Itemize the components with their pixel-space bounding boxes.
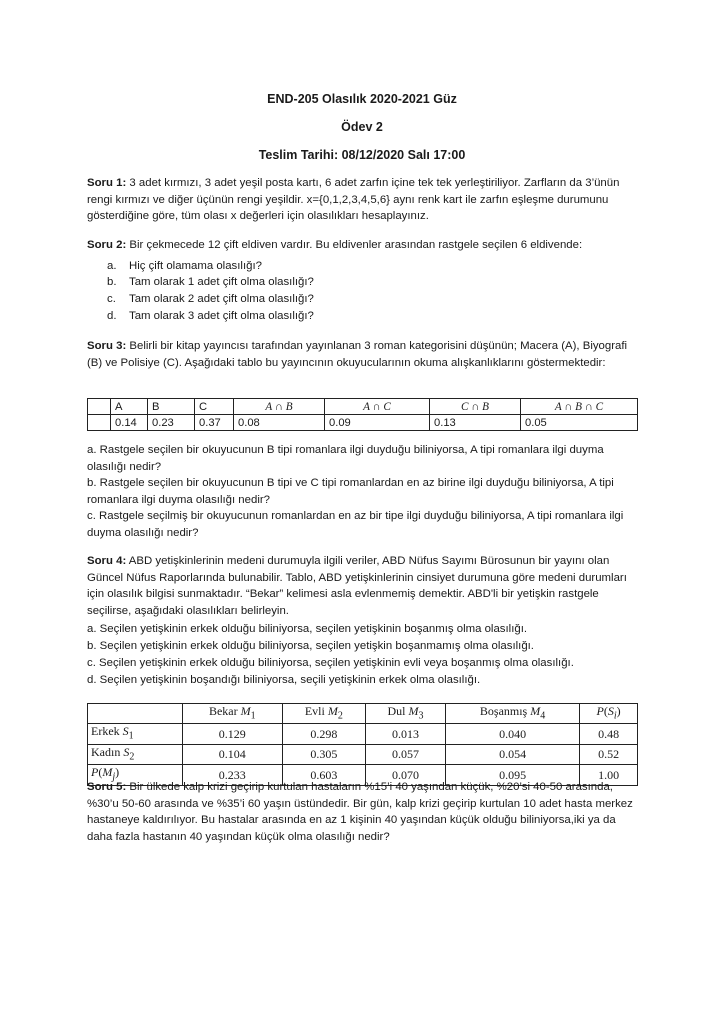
table-header-p-si: $P(S_i)$ xyxy=(580,704,638,724)
table-header-cell: A xyxy=(111,399,148,415)
table-header-row xyxy=(88,399,638,415)
table-cell: 0.104 xyxy=(183,744,283,764)
question-4-text: ABD yetişkinlerinin medeni durumuyla ilgili veriler, ABD Nüfus Sayımı Bürosunun bir yayını olan Güncel Nüfus Raporlarında bulunabilir. Tablo, ABD yetişkinlerinin cinsiyet durumuna göre medeni durumları için olasılık bilgisi sunmaktadır. “Bekar” kelimesi asla evlenmemiş demektir. ABD'li bir yetişkin rastgele seçilirse, aşağıdaki olasılıkları belirleyin. xyxy=(87,555,627,617)
question-3 xyxy=(87,338,639,371)
table-cell: 0.14 xyxy=(111,415,148,431)
question-2-item-a: a. Hiç çift olamama olasılığı? xyxy=(107,260,262,272)
row-label-erkek: Erkek $S_1$ xyxy=(88,724,183,744)
table-cell: 0.09 xyxy=(325,415,430,431)
table-cell: 0.054 xyxy=(445,744,579,764)
table-row-erkek xyxy=(88,724,638,744)
table-header-cell: B xyxy=(148,399,195,415)
question-4-part-a: a. Seçilen yetişkinin erkek olduğu biliniyorsa, seçilen yetişkinin boşanmış olma olasılığı. xyxy=(87,623,528,635)
assignment-title: Ödev 2 xyxy=(341,120,383,134)
question-1-label: Soru 1: xyxy=(87,177,127,189)
question-4-part-d: d. Seçilen yetişkinin boşandığı biliniyorsa, seçili yetişkinin erkek olma olasılığı. xyxy=(87,674,481,686)
table-cell: 0.040 xyxy=(445,724,579,744)
table-cell: 0.603 xyxy=(282,765,366,785)
table-cell: 0.48 xyxy=(580,724,638,744)
table-header-cell: C ∩ B xyxy=(430,399,521,415)
table-empty-cell xyxy=(88,399,111,415)
table-header-cell: C xyxy=(195,399,234,415)
table-header-row xyxy=(88,704,638,724)
deadline: Teslim Tarihi: 08/12/2020 Salı 17:00 xyxy=(258,148,466,162)
question-4 xyxy=(87,553,639,619)
course-title: END-205 Olasılık 2020-2021 Güz xyxy=(267,92,457,106)
table-cell: 0.095 xyxy=(445,765,579,785)
reading-habits-table xyxy=(87,398,638,431)
table-header-bekar: Bekar $M_1$ xyxy=(183,704,283,724)
table-header-evli: Evli $M_2$ xyxy=(282,704,366,724)
row-label-p-mj: $P(M_j)$ xyxy=(88,765,183,785)
question-2 xyxy=(87,237,639,254)
table-cell: 0.070 xyxy=(366,765,446,785)
table-cell: 0.129 xyxy=(183,724,283,744)
table-cell: 0.52 xyxy=(580,744,638,764)
table-empty-cell xyxy=(88,415,111,431)
question-4-label: Soru 4: xyxy=(87,555,127,567)
row-label-kadin: Kadın $S_2$ xyxy=(88,744,183,764)
table-cell: 0.305 xyxy=(282,744,366,764)
question-2-label: Soru 2: xyxy=(87,239,127,251)
table-header-cell: A ∩ C xyxy=(325,399,430,415)
table-header-cell: A ∩ B ∩ C xyxy=(521,399,638,415)
question-4-part-b: b. Seçilen yetişkinin erkek olduğu biliniyorsa, seçilen yetişkin boşanmamış olma olasılığı. xyxy=(87,640,534,652)
question-5-text: Bir ülkede kalp krizi geçirip kurtulan hastaların %15’i 40 yaşından küçük, %20’si 40-50 arasında, %30’u 50-60 arasında ve %35’i 60 yaşın üstündedir. Bir gün, kalp krizi geçirip kurtulan 10 adet hasta merkez hastaneye kaldırılıyor. Bu hastalar arasında en az 1 kişinin 40 yaşından küçük olduğu biliniyorsa,iki ya da daha fazla hastanın 40 yaşından küçük olma olasılığı nedir? xyxy=(87,781,633,843)
table-cell: 0.23 xyxy=(148,415,195,431)
table-cell: 0.013 xyxy=(366,724,446,744)
table-cell: 0.298 xyxy=(282,724,366,744)
table-cell: 0.057 xyxy=(366,744,446,764)
question-5-label: Soru 5: xyxy=(87,781,127,793)
table-row-kadin xyxy=(88,744,638,764)
question-2-item-d: d. Tam olarak 3 adet çift olma olasılığı? xyxy=(107,310,314,322)
table-empty-cell xyxy=(88,704,183,724)
table-cell: 1.00 xyxy=(580,765,638,785)
question-2-item-b: b. Tam olarak 1 adet çift olma olasılığı? xyxy=(107,276,314,288)
question-2-item-c: c. Tam olarak 2 adet çift olma olasılığı? xyxy=(107,293,314,305)
question-1 xyxy=(87,175,639,225)
question-3-label: Soru 3: xyxy=(87,340,127,352)
question-1-text: 3 adet kırmızı, 3 adet yeşil posta kartı, 6 adet zarfın içine tek tek yerleştiriliyor. Zarfların da 3’ünün rengi kırmızı ve diğer üçünün rengi yeşildir. x={0,1,2,3,4,5,6} aynı renk kart ile zarfın eşleşme durumunu gösterdiğine göre, tüm olası x değerleri için olasılıkları hesaplayınız. xyxy=(87,177,620,222)
table-header-cell: A ∩ B xyxy=(234,399,325,415)
question-2-text: Bir çekmecede 12 çift eldiven vardır. Bu eldivenler arasından rastgele seçilen 6 eldivende: xyxy=(126,239,583,251)
question-5 xyxy=(87,779,639,845)
table-cell: 0.05 xyxy=(521,415,638,431)
table-cell: 0.13 xyxy=(430,415,521,431)
marital-status-table xyxy=(87,703,638,786)
table-cell: 0.233 xyxy=(183,765,283,785)
table-row xyxy=(88,415,638,431)
table-header-bosanmis: Boşanmış $M_4$ xyxy=(445,704,579,724)
question-3-part-c: c. Rastgele seçilmiş bir okuyucunun romanlardan en az bir tipe ilgi duyduğu biliniyorsa, A tipi romanlara ilgi duyma olasılığı nedir? xyxy=(87,510,624,539)
table-cell: 0.37 xyxy=(195,415,234,431)
question-3-part-b: b. Rastgele seçilen bir okuyucunun B tipi ve C tipi romanlardan en az birine ilgi duyduğu biliniyorsa, A tipi romanlara ilgi duyma olasılığı nedir? xyxy=(87,477,614,506)
table-cell: 0.08 xyxy=(234,415,325,431)
question-4-part-c: c. Seçilen yetişkinin erkek olduğu biliniyorsa, seçilen yetişkinin evli veya boşanmış olma olasılığı. xyxy=(87,657,574,669)
question-3-part-a: a. Rastgele seçilen bir okuyucunun B tipi romanlara ilgi duyduğu biliniyorsa, A tipi romanlara ilgi duyma olasılığı nedir? xyxy=(87,444,604,473)
table-header-dul: Dul $M_3$ xyxy=(366,704,446,724)
question-3-text: Belirli bir kitap yayıncısı tarafından yayınlanan 3 roman kategorisini düşünün; Macera (A), Biyografi (B) ve Polisiye (C). Aşağıdaki tablo bu yayıncının okuyucularının okuma alışkanlıklarını göstermektedir: xyxy=(87,340,628,369)
